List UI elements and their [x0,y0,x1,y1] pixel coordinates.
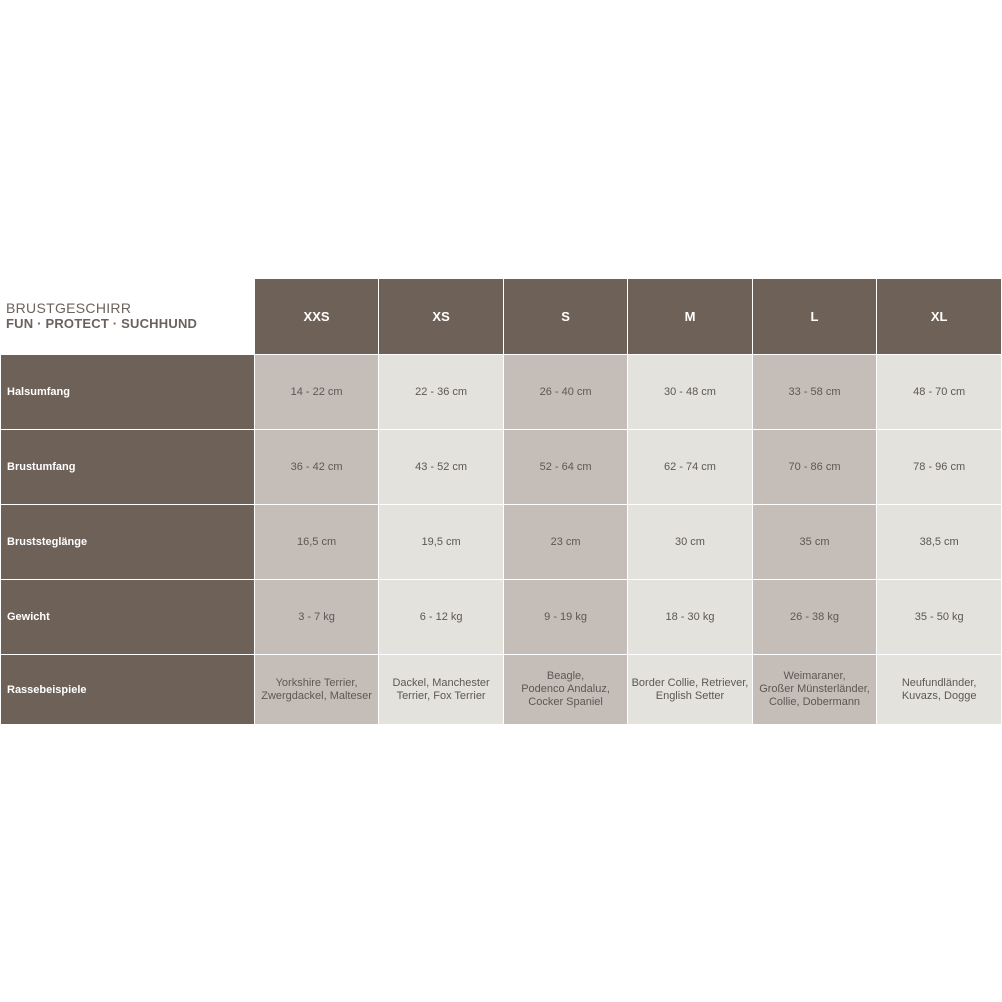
table-cell: 16,5 cm [254,505,379,580]
table-cell: 26 - 38 kg [752,580,877,655]
table-cell: 35 cm [752,505,877,580]
table-cell: 48 - 70 cm [877,355,1002,430]
size-chart-table [0,278,1002,725]
table-row [1,430,1002,505]
table-row [1,505,1002,580]
table-cell: 30 - 48 cm [628,355,752,430]
breed-examples-text: Yorkshire Terrier, Zwergdackel, Malteser [261,676,372,702]
table-cell: 22 - 36 cm [379,355,504,430]
table-cell: 23 cm [503,505,627,580]
breed-examples-text: Neufundländer, Kuvazs, Dogge [901,676,977,702]
corner-cell [1,279,255,355]
table-cell [503,655,627,725]
title-variants: FUN · PROTECT · SUCHHUND [6,316,198,331]
table-cell: 78 - 96 cm [877,430,1002,505]
table-cell: 30 cm [628,505,752,580]
table-cell: 6 - 12 kg [379,580,504,655]
row-label-brustumfang: Brustumfang [1,430,255,505]
row-label-rassebeispiele: Rassebeispiele [1,655,255,725]
table-cell [628,655,752,725]
table-cell: 62 - 74 cm [628,430,752,505]
table-cell: 9 - 19 kg [503,580,627,655]
table-cell [752,655,877,725]
table-cell: 38,5 cm [877,505,1002,580]
row-label-gewicht: Gewicht [1,580,255,655]
table-cell: 19,5 cm [379,505,504,580]
table-cell: 35 - 50 kg [877,580,1002,655]
size-header-l: L [752,279,877,355]
table-cell: 3 - 7 kg [254,580,379,655]
table-cell: 43 - 52 cm [379,430,504,505]
title-product: BRUSTGESCHIRR [6,300,132,316]
size-header-xxs: XXS [254,279,379,355]
table-row [1,580,1002,655]
table-cell: 70 - 86 cm [752,430,877,505]
table-row [1,655,1002,725]
size-header-row [1,279,1002,355]
table-cell [877,655,1002,725]
table-cell [254,655,379,725]
table-row [1,355,1002,430]
row-label-halsumfang: Halsumfang [1,355,255,430]
breed-examples-text: Dackel, Manchester Terrier, Fox Terrier [392,676,490,702]
table-cell: 33 - 58 cm [752,355,877,430]
table-cell: 14 - 22 cm [254,355,379,430]
breed-examples-text: Weimaraner, Großer Münsterländer, Collie, Dobermann [759,670,870,708]
table-cell: 26 - 40 cm [503,355,627,430]
size-header-s: S [503,279,627,355]
table-cell: 18 - 30 kg [628,580,752,655]
size-header-xl: XL [877,279,1002,355]
size-header-m: M [628,279,752,355]
row-label-bruststeglaenge: Bruststeglänge [1,505,255,580]
breed-examples-text: Border Collie, Retriever, English Setter [631,676,749,702]
size-header-xs: XS [379,279,504,355]
breed-examples-text: Beagle, Podenco Andaluz, Cocker Spaniel [521,670,610,708]
table-cell [379,655,504,725]
table-cell: 36 - 42 cm [254,430,379,505]
table-cell: 52 - 64 cm [503,430,627,505]
